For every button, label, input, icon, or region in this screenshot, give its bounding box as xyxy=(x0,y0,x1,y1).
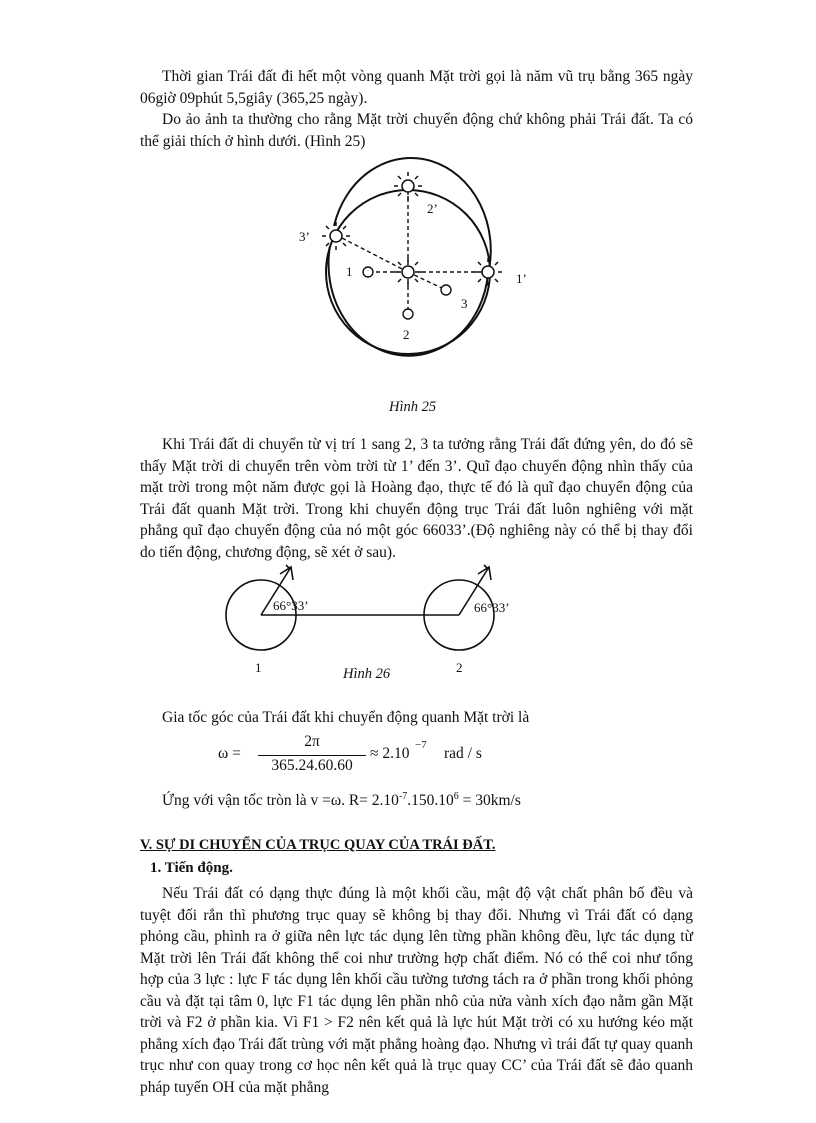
formula-numerator: 2π xyxy=(304,733,320,750)
paragraph-angular-velocity: Gia tốc góc của Trái đất khi chuyển động quanh Mặt trời là xyxy=(162,709,530,726)
subsection-heading: 1. Tiến động. xyxy=(150,860,233,876)
label-earth-2: 2 xyxy=(456,660,463,675)
label-pos-1: 1 xyxy=(346,264,353,279)
label-pos-2: 2 xyxy=(403,327,410,342)
angular-velocity-formula xyxy=(218,733,518,777)
arrow-left-icon xyxy=(280,565,293,580)
formula-denominator: 365.24.60.60 xyxy=(271,757,353,774)
label-pos-2prime: 2’ xyxy=(427,201,438,216)
paragraph-orbital-speed: Ứng với vận tốc tròn là v =ω. $R= 2.10^{-7}.150.10^6 = 30km/s$ xyxy=(162,791,521,810)
formula-lhs: ω = xyxy=(218,745,241,762)
label-pos-3prime: 3’ xyxy=(299,229,310,244)
label-pos-3: 3 xyxy=(461,296,468,311)
section-heading: V. SỰ DI CHUYỂN CỦA TRỤC QUAY CỦA TRÁI ĐẤT. xyxy=(140,837,496,853)
formula-unit: rad / s xyxy=(444,745,482,762)
paragraph-precession: Nếu Trái đất có dạng thực đúng là một khối cầu, mật độ vật chất phân bố đều và tuyệt đối rắn thì phương trục quay sẽ không bị thay đổi. Nhưng vì Trái đất có dạng phỏng cầu, phình ra ở giữa nên lực tác dụng lên từng phần không đều, lực tác dụng từ Mặt trời lên Trái đất không thể coi như trường hợp chất điểm. Nó có thể coi như tổng hợp của 3 lực : lực F tác dụng lên khối cầu tường tương tách ra ở phần trong khối phỏng cầu và đặt tại tâm 0, lực F1 tác dụng lên phần nhô của nửa vành xích đạo nằm gần Mặt trời và F2 ở phần kia. Vì F1 > F2 nên kết quả là lực hút Mặt trời có xu hướng kéo mặt phẳng xích đạo Trái đất trùng với mặt phẳng hoàng đạo. Nhưng vì trái đất tự quay quanh trục như con quay trong cơ học nên kết quả là trục quay CC’ của Trái đất sẽ đảo quanh pháp tuyến OH của mặt phẳng xyxy=(140,885,693,1096)
formula-rhs: ≈ 2.10 xyxy=(370,745,410,762)
arrow-right-icon xyxy=(478,565,491,580)
figure-26-caption: Hình 26 xyxy=(343,666,391,682)
formula-fraction-bar xyxy=(258,755,366,756)
label-pos-1prime: 1’ xyxy=(516,271,527,286)
angle-label-left: 66°33’ xyxy=(273,598,309,613)
paragraph-year: Thời gian Trái đất đi hết một vòng quanh Mặt trời gọi là năm vũ trụ bằng 365 ngày 06giờ 09phút 5,5giây (365,25 ngày). xyxy=(140,68,693,107)
paragraph-illusion: Do ảo ảnh ta thường cho rằng Mặt trời chuyển động chứ không phải Trái đất. Ta có thể giải thích ở hình dưới. (Hình 25) xyxy=(140,111,693,150)
formula-exponent: −7 xyxy=(415,739,427,751)
angle-label-right: 66°33’ xyxy=(474,600,510,615)
paragraph-ecliptic: Khi Trái đất di chuyển từ vị trí 1 sang 2, 3 ta tưởng rằng Trái đất đứng yên, do đó sẽ thấy Mặt trời di chuyển trên vòm trời từ 1’ đến 3’. Quĩ đạo chuyển động nhìn thấy của mặt trời trong một năm được gọi là Hoàng đạo, thực tế đó là quĩ đạo chuyển động của Trái đất quanh Mặt trời. Trong khi chuyển động trục Trái đất luôn nghiêng với mặt phẳng quĩ đạo chuyển động của nó một góc 66033’.(Độ nghiêng này có thể bị thay đổi do tiến động, chương động, sẽ xét ở sau). xyxy=(140,436,693,561)
label-earth-1: 1 xyxy=(255,660,262,675)
figure-25-caption: Hình 25 xyxy=(389,399,437,415)
